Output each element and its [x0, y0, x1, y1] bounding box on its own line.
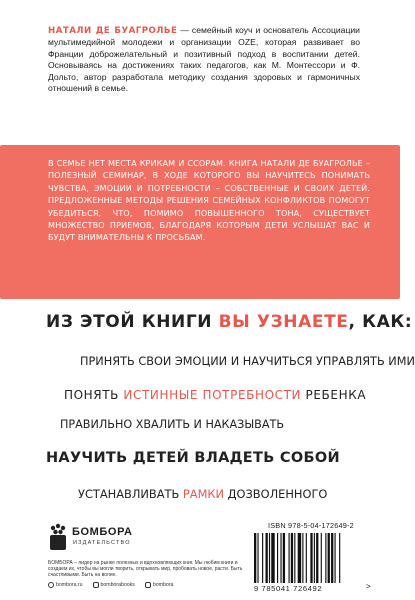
learn-heading-end: , КАК: — [348, 312, 413, 332]
social-site-label: bombora.ru — [56, 582, 83, 588]
learn-heading — [46, 312, 412, 332]
bombora-logo-icon — [48, 523, 68, 551]
learn-item-3: ПРАВИЛЬНО ХВАЛИТЬ И НАКАЗЫВАТЬ — [60, 418, 285, 431]
summary-text: В СЕМЬЕ НЕТ МЕСТА КРИКАМ И ССОРАМ. КНИГА НАТАЛИ ДЕ БУАГРОЛЬЕ – ПОЛЕЗНЫЙ СЕМИНАР, В ХОДЕ КОТОРОГО ВЫ НАУЧИТЕСЬ ПОНИМАТЬ ЧУВСТВА, ЭМОЦИИ И ПОТРЕБНОСТИ – СОБСТВЕННЫЕ И СВОИХ ДЕТЕЙ. ПРЕДЛОЖЕННЫЕ МЕТОДЫ РЕШЕНИЯ СЕМЕЙНЫХ КОНФЛИКТОВ ПОМОГУТ УБЕДИТЬСЯ, ЧТО, ПОМИМО ПОВЫШЕННОГО ТОНА, СУЩЕСТВУЕТ МНОЖЕСТВО ПРИЕМОВ, БЛАГОДАРЯ КОТОРЫМ ДЕТИ УСЛЫШАТ ВАС И БУДУТ ВНИМАТЕЛЬНЫ К ПРОСЬБАМ. — [48, 158, 370, 243]
learn-item-5-start: УСТАНАВЛИВАТЬ — [78, 487, 183, 501]
isbn-label: ISBN 978-5-04-172649-2 — [268, 521, 354, 530]
instagram-icon — [145, 582, 151, 588]
learn-item-1: ПРИНЯТЬ СВОИ ЭМОЦИИ И НАУЧИТЬСЯ УПРАВЛЯТЬ ИМИ — [80, 355, 415, 368]
learn-item-5 — [78, 487, 327, 501]
social-site[interactable] — [48, 582, 83, 588]
learn-item-5-end: ДОЗВОЛЕННОГО — [224, 487, 328, 501]
summary-panel — [0, 145, 400, 299]
social-links — [48, 582, 173, 588]
publisher-sub: ИЗДАТЕЛЬСТВО — [73, 540, 131, 546]
social-instagram-label: bombora — [152, 582, 174, 588]
barcode-number: 9 785041 726492 — [254, 584, 323, 593]
barcode-arrow: > — [366, 582, 371, 591]
social-instagram[interactable] — [145, 582, 173, 588]
social-vk-label: bomborabooks — [100, 582, 135, 588]
learn-item-4: НАУЧИТЬ ДЕТЕЙ ВЛАДЕТЬ СОБОЙ — [46, 450, 340, 466]
social-vk[interactable] — [93, 582, 135, 588]
globe-icon — [48, 582, 54, 588]
learn-item-2-accent: ИСТИННЫЕ ПОТРЕБНОСТИ — [123, 388, 302, 402]
publisher-tagline: БОМБОРА – лидер на рынке полезных и вдохновляющих книг. Мы любим книги и создаем их, чтобы вы могли творить, открывать мир, пробовать новое, расти. Быть счастливыми. Быть на волне. — [48, 560, 243, 578]
learn-item-2-start: ПОНЯТЬ — [64, 388, 124, 402]
learn-heading-accent: ВЫ УЗНАЕТЕ — [218, 312, 349, 332]
author-bio-text: — семейный коуч и основатель Ассоциации мультимедийной молодежи и организации OZE, которая развивает во Франции доброжелательный и позитивный подход в воспитании детей. Основываясь на достижениях таких педагогов, как М. Монтессори и Ф. Дольто, автор разработала методику создания здоровых и гармоничных отношений в семье. — [48, 25, 360, 94]
learn-item-2 — [64, 388, 366, 402]
barcode — [252, 533, 370, 583]
publisher-logo — [48, 523, 178, 559]
vk-icon — [93, 582, 99, 588]
publisher-name: БОМБОРА — [72, 526, 133, 538]
author-name: НАТАЛИ ДЕ БУАГРОЛЬЕ — [48, 26, 178, 36]
learn-item-5-accent: РАМКИ — [182, 487, 225, 501]
learn-heading-start: ИЗ ЭТОЙ КНИГИ — [46, 312, 219, 332]
learn-item-2-end: РЕБЕНКА — [301, 388, 367, 402]
author-bio — [48, 25, 360, 94]
